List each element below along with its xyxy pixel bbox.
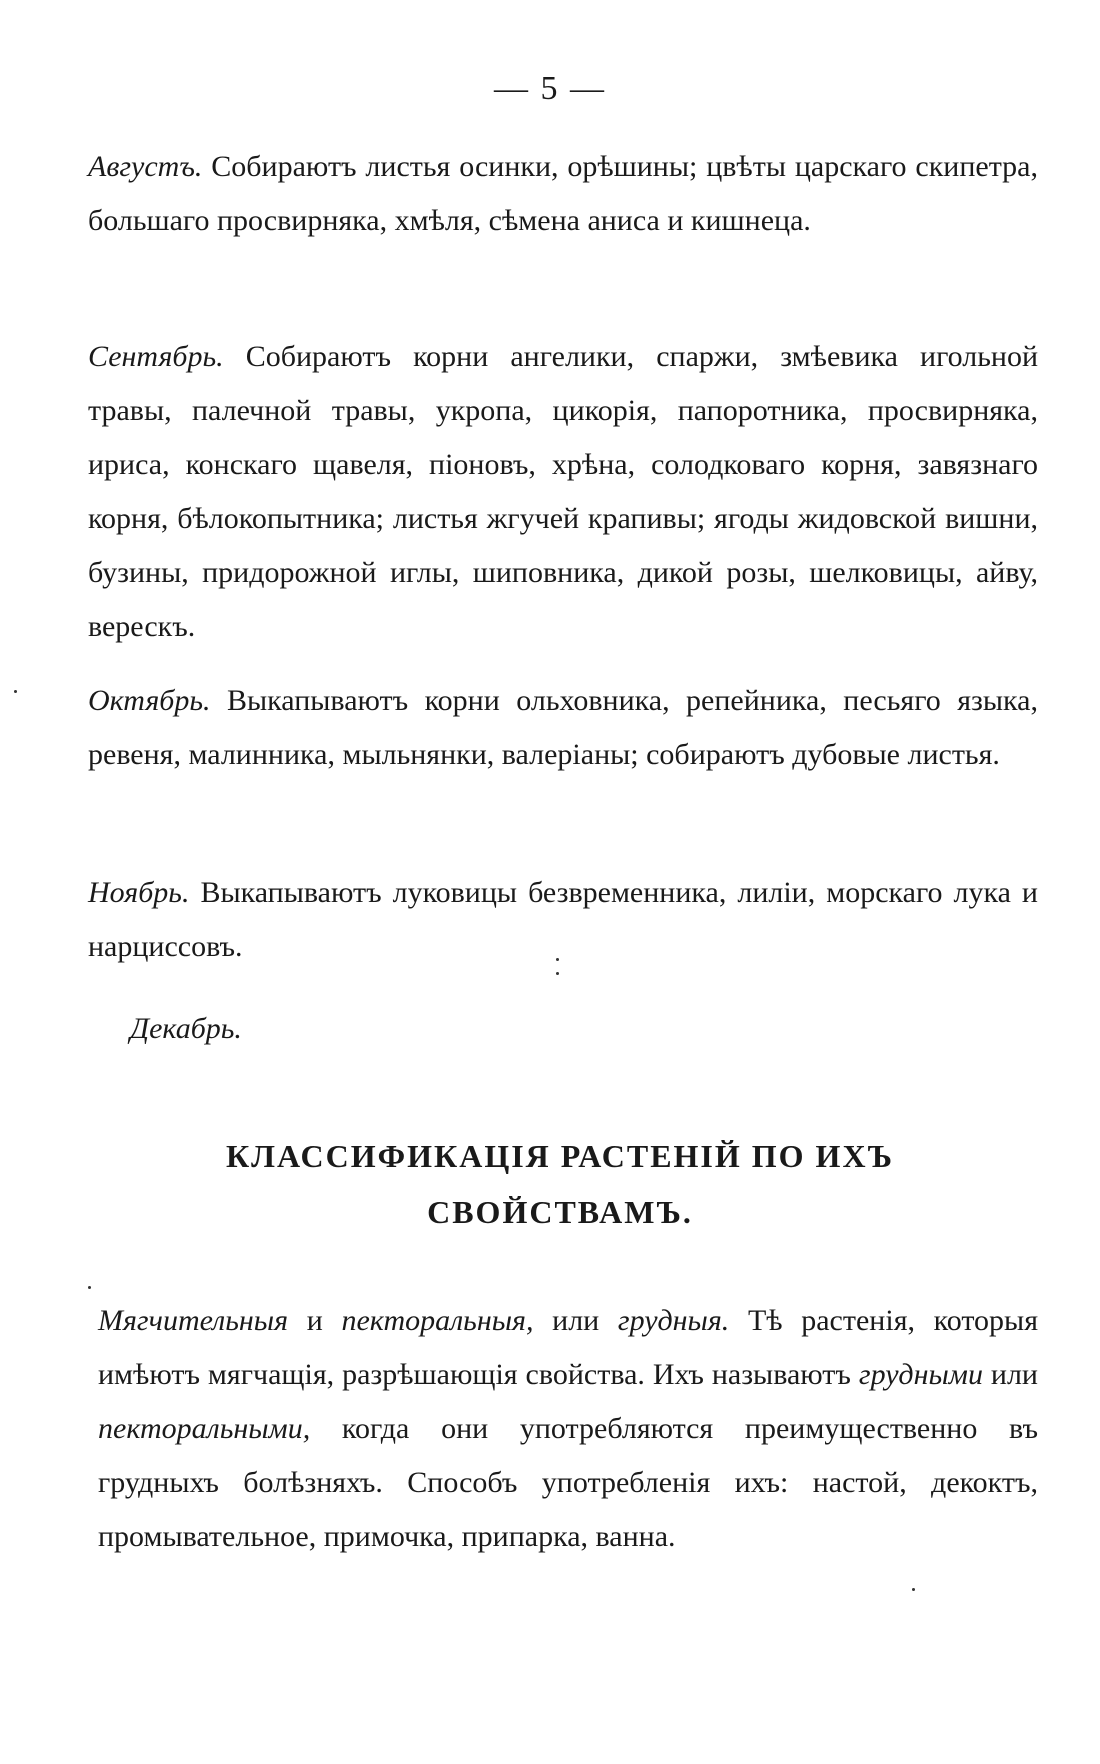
term-chest: грудныя. bbox=[617, 1304, 730, 1337]
conjunction: или bbox=[533, 1304, 618, 1337]
month-label-november: Ноябрь. bbox=[88, 876, 190, 909]
paragraph-december bbox=[130, 1002, 530, 1056]
print-speck bbox=[556, 972, 559, 975]
page-number: — 5 — bbox=[494, 70, 606, 107]
paragraph-august bbox=[88, 140, 1038, 248]
conjunction: или bbox=[982, 1358, 1038, 1391]
month-label-december: Декабрь. bbox=[130, 1012, 242, 1045]
paragraph-september bbox=[88, 330, 1038, 654]
month-label-september: Сентябрь. bbox=[88, 340, 224, 373]
month-label-october: Октябрь. bbox=[88, 684, 211, 717]
term-emollient: Мягчительныя bbox=[98, 1304, 289, 1337]
section-heading-line-2: СВОЙСТВАМЪ. bbox=[427, 1194, 693, 1230]
section-heading bbox=[150, 1128, 970, 1240]
paragraph-text-october: Выкапываютъ корни ольховника, репейника, песьяго языка, ревеня, малинника, мыльнянки, валеріаны; собираютъ дубовые листья. bbox=[88, 684, 1038, 771]
print-speck bbox=[88, 1286, 91, 1289]
paragraph-text-september: Собираютъ корни ангелики, спаржи, змѣевика игольной травы, палечной травы, укропа, цикорія, папоротника, просвирняка, ириса, конскаго щавеля, піоновъ, хрѣна, солодковаго корня, завязнаго корня, бѣлокопытника; листья жгучей крапивы; ягоды жидовской вишни, бузины, придорожной иглы, шиповника, дикой розы, шелковицы, айву, верескъ. bbox=[88, 340, 1038, 643]
paragraph-text-november: Выкапываютъ луковицы безвременника, лиліи, морскаго лука и нарциссовъ. bbox=[88, 876, 1038, 963]
paragraph-october bbox=[88, 674, 1038, 782]
section-heading-line-1: КЛАССИФИКАЦІЯ РАСТЕНІЙ ПО ИХЪ bbox=[225, 1138, 895, 1174]
print-speck bbox=[14, 690, 17, 693]
term-chest-instrumental: грудными bbox=[858, 1358, 983, 1391]
paragraph-classification bbox=[98, 1294, 1038, 1564]
term-pectoral-instrumental: пекторальными, bbox=[98, 1412, 311, 1445]
conjunction: и bbox=[288, 1304, 342, 1337]
print-speck bbox=[912, 1588, 915, 1591]
term-pectoral: пекторальныя, bbox=[341, 1304, 534, 1337]
paragraph-november bbox=[88, 866, 1038, 974]
month-label-august: Августъ. bbox=[88, 150, 203, 183]
paragraph-text: Тѣ растенія, которыя имѣютъ мягчащія, разрѣшающія свойства. Ихъ называютъ bbox=[98, 1304, 1038, 1391]
paragraph-text: когда они употребляются преимущественно въ грудныхъ болѣзняхъ. Способъ употребленія ихъ: настой, декоктъ, промывательное, примочка, припарка, ванна. bbox=[98, 1412, 1038, 1553]
paragraph-text-august: Собираютъ листья осинки, орѣшины; цвѣты царскаго скипетра, большаго просвирняка, хмѣля, сѣмена аниса и кишнеца. bbox=[88, 150, 1038, 237]
print-speck bbox=[556, 958, 559, 961]
